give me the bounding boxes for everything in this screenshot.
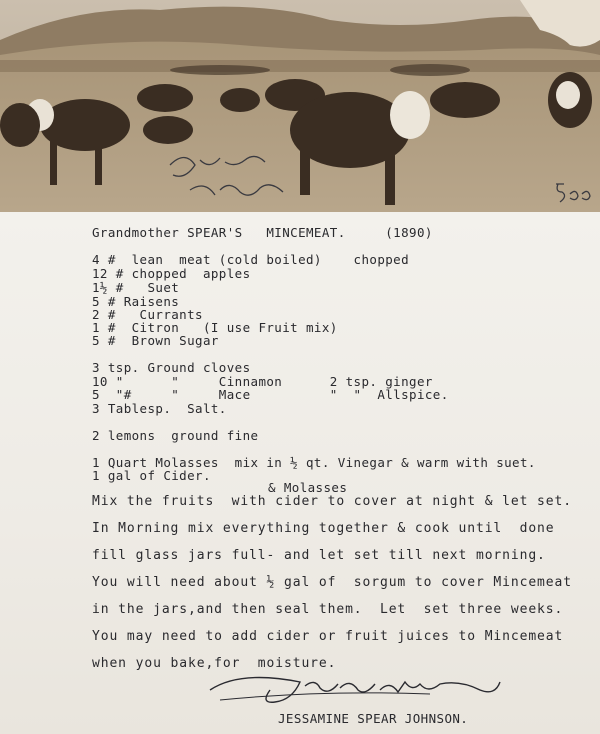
cattle-photo xyxy=(0,0,600,212)
ingredient-line: 1½ # Suet xyxy=(92,280,180,295)
molasses-line: 1 Quart Molasses mix in ½ qt. Vinegar & warm with suet. xyxy=(92,455,536,470)
handwritten-signature xyxy=(200,660,510,714)
instruction-line: Mix the fruits with cider to cover at night & let set. xyxy=(92,494,572,509)
ingredient-line: 5 # Brown Sugar xyxy=(92,333,219,348)
lemons-line: 2 lemons ground fine xyxy=(92,428,259,443)
insert-note: & Molasses xyxy=(268,480,348,495)
spice-line: 10 " " Cinnamon 2 tsp. ginger xyxy=(92,374,433,389)
instruction-line: when you bake,for moisture. xyxy=(92,656,337,671)
ingredient-line: 2 # Currants xyxy=(92,307,203,322)
cattle-herd-image xyxy=(0,0,600,212)
ingredient-line: 12 # chopped apples xyxy=(92,266,251,281)
cider-line: 1 gal of Cider. xyxy=(92,468,211,483)
spice-line: 3 Tablesp. Salt. xyxy=(92,401,227,416)
instruction-line: in the jars,and then seal them. Let set three weeks. xyxy=(92,602,564,617)
instruction-line: fill glass jars full- and let set till next morning. xyxy=(92,548,546,563)
spice-line: 3 tsp. Ground cloves xyxy=(92,360,251,375)
instruction-line: In Morning mix everything together & cook until done xyxy=(92,521,555,536)
instruction-line: You may need to add cider or fruit juices to Mincemeat xyxy=(92,629,564,644)
recipe-title: Grandmother SPEAR'S MINCEMEAT. (1890) xyxy=(92,225,433,240)
corner-mark xyxy=(552,178,594,206)
photo-signature xyxy=(165,150,295,205)
typed-signature: JESSAMINE SPEAR JOHNSON. xyxy=(278,711,469,726)
instruction-line: You will need about ½ gal of sorgum to cover Mincemeat xyxy=(92,575,572,590)
ingredient-line: 1 # Citron (I use Fruit mix) xyxy=(92,320,338,335)
spice-line: 5 "# " Mace " " Allspice. xyxy=(92,387,449,402)
ingredient-line: 4 # lean meat (cold boiled) chopped xyxy=(92,252,410,267)
ingredient-line: 5 # Raisens xyxy=(92,294,180,309)
